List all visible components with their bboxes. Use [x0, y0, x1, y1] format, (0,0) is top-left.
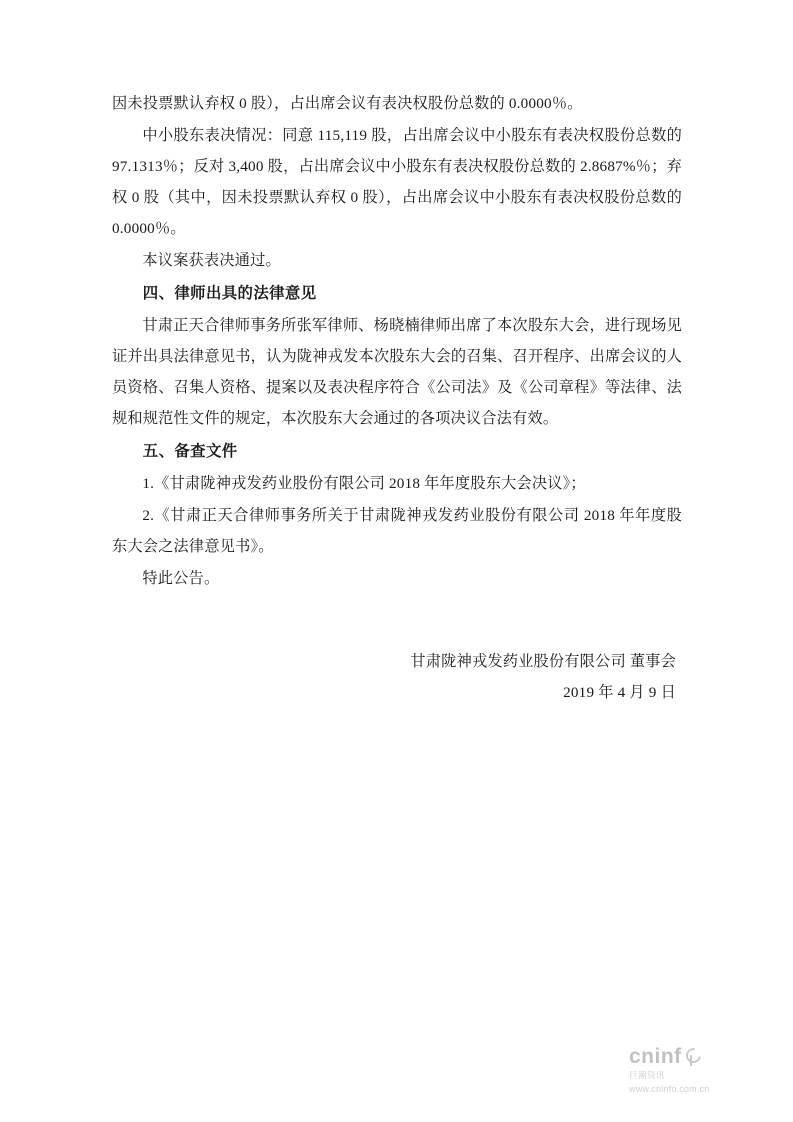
paragraph-minority-vote: 中小股东表决情况：同意 115,119 股，占出席会议中小股东有表决权股份总数的 97.1313％；反对 3,400 股，占出席会议中小股东有表决权股份总数的 2.8687%％；弃权 0 股（其中，因未投票默认弃权 0 股），占出席会议中小股东有表决权股份总数的 0.0000％。 [112, 127, 682, 237]
brand-row [629, 1046, 755, 1067]
signature-date: 2019 年 4 月 9 日 [563, 684, 676, 701]
signature-company: 甘肃陇神戎发药业股份有限公司 董事会 [410, 653, 676, 670]
reference-document-item-2: 2.《甘肃正天合律师事务所关于甘肃陇神戎发药业股份有限公司 2018 年年度股东大会之法律意见书》。 [112, 507, 682, 555]
signature-block [112, 646, 682, 708]
section-heading-four: 四、律师出具的法律意见 [142, 285, 317, 302]
reference-document-item-1: 1.《甘肃陇神戎发药业股份有限公司 2018 年年度股东大会决议》； [142, 475, 586, 492]
footer-logo [629, 1046, 755, 1094]
document-body [112, 88, 682, 708]
paragraph-resolution-passed: 本议案获表决通过。 [142, 252, 281, 269]
brand-subtitle: 巨潮资讯 [629, 1070, 666, 1080]
brand-name: cninf [629, 1045, 682, 1068]
paragraph-vote-continued: 因未投票默认弃权 0 股），占出席会议有表决权股份总数的 0.0000％。 [112, 95, 583, 112]
cninfo-logo-icon [685, 1048, 698, 1067]
paragraph-closing: 特此公告。 [142, 570, 220, 587]
brand-url: www.cninfo.com.cn [629, 1084, 710, 1094]
paragraph-lawyer-opinion: 甘肃正天合律师事务所张军律师、杨晓楠律师出席了本次股东大会，进行现场见证并出具法律意见书，认为陇神戎发本次股东大会的召集、召开程序、出席会议的人员资格、召集人资格、提案以及表决程序符合《公司法》及《公司章程》等法律、法规和规范性文件的规定，本次股东大会通过的各项决议合法有效。 [112, 317, 682, 427]
section-heading-five: 五、备查文件 [142, 443, 238, 460]
